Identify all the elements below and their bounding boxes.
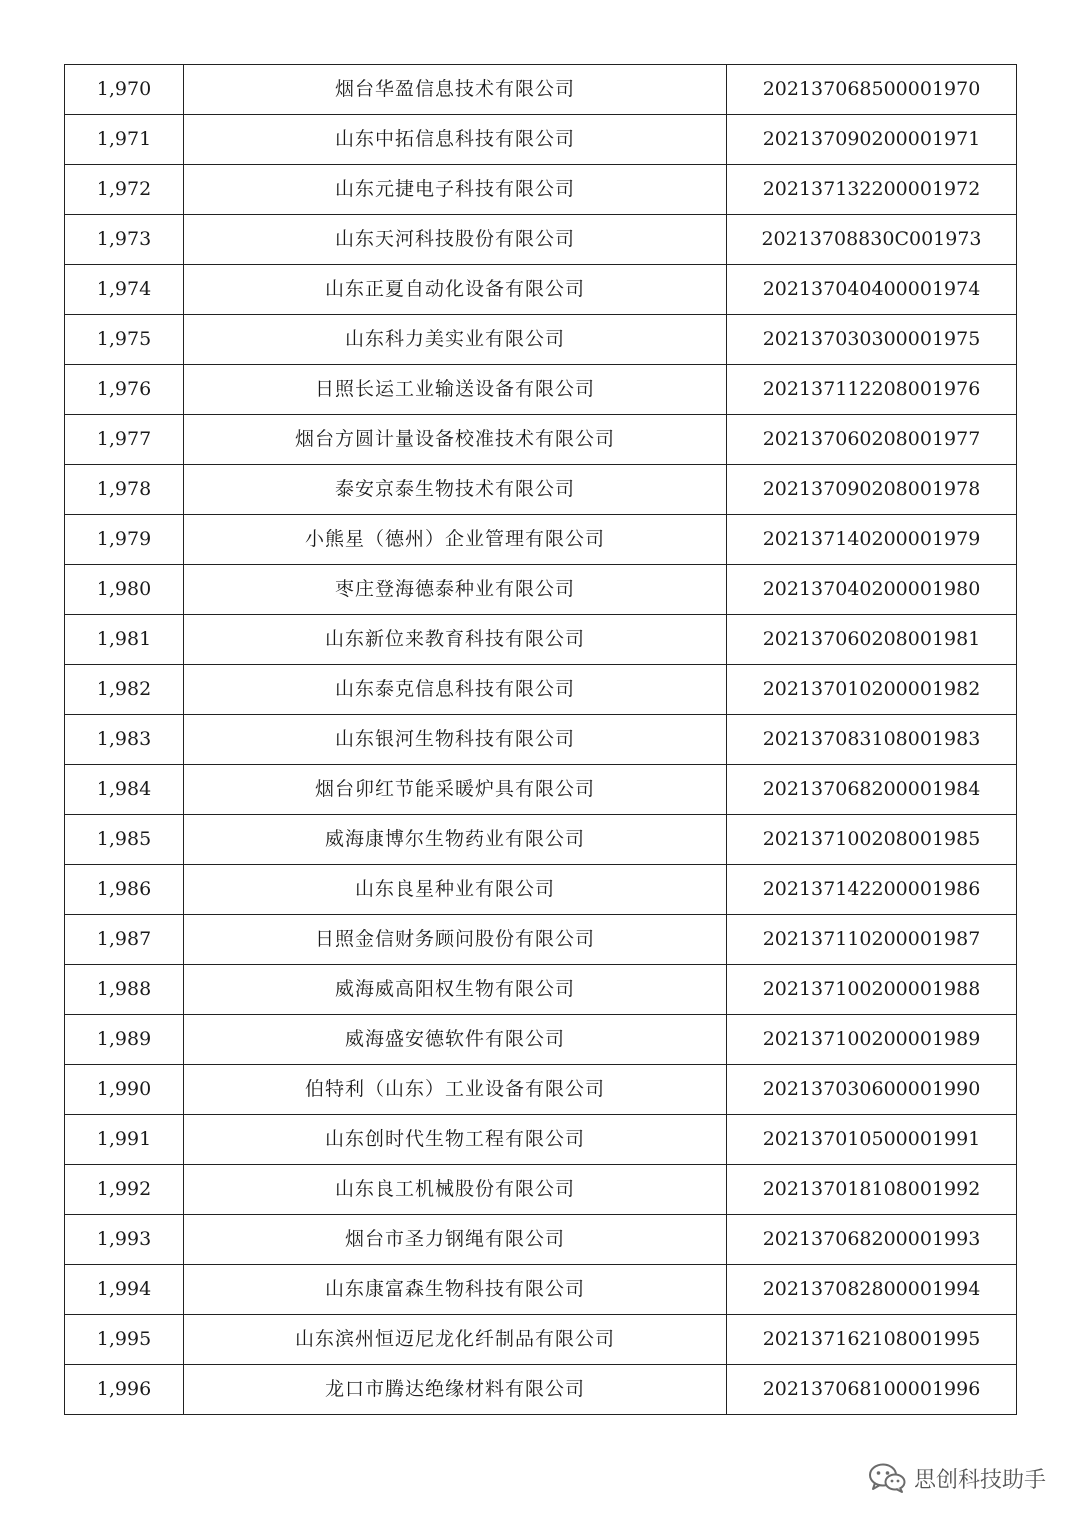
company-name-cell: 威海威高阳权生物有限公司 xyxy=(184,965,727,1015)
table-row xyxy=(65,665,1017,715)
row-index-cell: 1,973 xyxy=(65,215,184,265)
row-index-cell: 1,984 xyxy=(65,765,184,815)
table-row xyxy=(65,765,1017,815)
registration-code-cell: 202137030600001990 xyxy=(727,1065,1017,1115)
registration-code-cell: 202137112208001976 xyxy=(727,365,1017,415)
table-row xyxy=(65,1065,1017,1115)
table-row xyxy=(65,1015,1017,1065)
registration-code-cell: 202137040400001974 xyxy=(727,265,1017,315)
table-row xyxy=(65,1315,1017,1365)
registration-code-cell: 202137018108001992 xyxy=(727,1165,1017,1215)
registration-code-cell: 202137082800001994 xyxy=(727,1265,1017,1315)
registration-code-cell: 202137068200001984 xyxy=(727,765,1017,815)
row-index-cell: 1,994 xyxy=(65,1265,184,1315)
company-name-cell: 山东滨州恒迈尼龙化纤制品有限公司 xyxy=(184,1315,727,1365)
row-index-cell: 1,996 xyxy=(65,1365,184,1415)
registration-code-cell: 202137068100001996 xyxy=(727,1365,1017,1415)
registration-code-cell: 202137083108001983 xyxy=(727,715,1017,765)
row-index-cell: 1,975 xyxy=(65,315,184,365)
row-index-cell: 1,991 xyxy=(65,1115,184,1165)
company-name-cell: 山东良星种业有限公司 xyxy=(184,865,727,915)
company-table xyxy=(64,64,1017,1415)
company-name-cell: 山东创时代生物工程有限公司 xyxy=(184,1115,727,1165)
row-index-cell: 1,990 xyxy=(65,1065,184,1115)
company-table-body xyxy=(65,65,1017,1415)
row-index-cell: 1,993 xyxy=(65,1215,184,1265)
table-row xyxy=(65,865,1017,915)
table-row xyxy=(65,815,1017,865)
row-index-cell: 1,979 xyxy=(65,515,184,565)
row-index-cell: 1,980 xyxy=(65,565,184,615)
table-row xyxy=(65,915,1017,965)
table-row xyxy=(65,615,1017,665)
row-index-cell: 1,976 xyxy=(65,365,184,415)
row-index-cell: 1,988 xyxy=(65,965,184,1015)
row-index-cell: 1,983 xyxy=(65,715,184,765)
table-row xyxy=(65,1265,1017,1315)
registration-code-cell: 202137060208001977 xyxy=(727,415,1017,465)
registration-code-cell: 202137068500001970 xyxy=(727,65,1017,115)
registration-code-cell: 202137110200001987 xyxy=(727,915,1017,965)
table-row xyxy=(65,965,1017,1015)
row-index-cell: 1,972 xyxy=(65,165,184,215)
row-index-cell: 1,995 xyxy=(65,1315,184,1365)
company-name-cell: 烟台卯红节能采暖炉具有限公司 xyxy=(184,765,727,815)
table-row xyxy=(65,415,1017,465)
row-index-cell: 1,978 xyxy=(65,465,184,515)
table-row xyxy=(65,115,1017,165)
wechat-icon xyxy=(868,1462,906,1494)
watermark-text: 思创科技助手 xyxy=(913,1467,1046,1493)
registration-code-cell: 202137100200001988 xyxy=(727,965,1017,1015)
company-name-cell: 枣庄登海德泰种业有限公司 xyxy=(184,565,727,615)
row-index-cell: 1,992 xyxy=(65,1165,184,1215)
row-index-cell: 1,989 xyxy=(65,1015,184,1065)
company-name-cell: 日照长运工业输送设备有限公司 xyxy=(184,365,727,415)
row-index-cell: 1,981 xyxy=(65,615,184,665)
company-name-cell: 山东新位来教育科技有限公司 xyxy=(184,615,727,665)
company-name-cell: 威海康博尔生物药业有限公司 xyxy=(184,815,727,865)
table-row xyxy=(65,215,1017,265)
table-row xyxy=(65,1215,1017,1265)
registration-code-cell: 20213708830C001973 xyxy=(727,215,1017,265)
company-name-cell: 烟台市圣力钢绳有限公司 xyxy=(184,1215,727,1265)
table-row xyxy=(65,65,1017,115)
registration-code-cell: 202137030300001975 xyxy=(727,315,1017,365)
company-name-cell: 小熊星（德州）企业管理有限公司 xyxy=(184,515,727,565)
row-index-cell: 1,982 xyxy=(65,665,184,715)
company-name-cell: 泰安京泰生物技术有限公司 xyxy=(184,465,727,515)
table-row xyxy=(65,715,1017,765)
registration-code-cell: 202137142200001986 xyxy=(727,865,1017,915)
table-row xyxy=(65,465,1017,515)
company-name-cell: 山东正夏自动化设备有限公司 xyxy=(184,265,727,315)
company-name-cell: 山东泰克信息科技有限公司 xyxy=(184,665,727,715)
table-row xyxy=(65,1115,1017,1165)
registration-code-cell: 202137090208001978 xyxy=(727,465,1017,515)
table-row xyxy=(65,1365,1017,1415)
company-name-cell: 山东科力美实业有限公司 xyxy=(184,315,727,365)
table-row xyxy=(65,265,1017,315)
registration-code-cell: 202137100208001985 xyxy=(727,815,1017,865)
row-index-cell: 1,977 xyxy=(65,415,184,465)
table-row xyxy=(65,165,1017,215)
watermark xyxy=(868,1458,1046,1498)
company-name-cell: 山东银河生物科技有限公司 xyxy=(184,715,727,765)
registration-code-cell: 202137060208001981 xyxy=(727,615,1017,665)
registration-code-cell: 202137162108001995 xyxy=(727,1315,1017,1365)
company-name-cell: 山东中拓信息科技有限公司 xyxy=(184,115,727,165)
row-index-cell: 1,974 xyxy=(65,265,184,315)
registration-code-cell: 202137068200001993 xyxy=(727,1215,1017,1265)
table-row xyxy=(65,515,1017,565)
company-name-cell: 山东康富森生物科技有限公司 xyxy=(184,1265,727,1315)
registration-code-cell: 202137010500001991 xyxy=(727,1115,1017,1165)
company-name-cell: 伯特利（山东）工业设备有限公司 xyxy=(184,1065,727,1115)
company-name-cell: 龙口市腾达绝缘材料有限公司 xyxy=(184,1365,727,1415)
company-name-cell: 烟台华盈信息技术有限公司 xyxy=(184,65,727,115)
company-name-cell: 威海盛安德软件有限公司 xyxy=(184,1015,727,1065)
company-name-cell: 山东天河科技股份有限公司 xyxy=(184,215,727,265)
registration-code-cell: 202137090200001971 xyxy=(727,115,1017,165)
registration-code-cell: 202137040200001980 xyxy=(727,565,1017,615)
company-name-cell: 日照金信财务顾问股份有限公司 xyxy=(184,915,727,965)
registration-code-cell: 202137132200001972 xyxy=(727,165,1017,215)
table-row xyxy=(65,1165,1017,1215)
registration-code-cell: 202137100200001989 xyxy=(727,1015,1017,1065)
table-row xyxy=(65,565,1017,615)
registration-code-cell: 202137010200001982 xyxy=(727,665,1017,715)
company-name-cell: 山东良工机械股份有限公司 xyxy=(184,1165,727,1215)
table-row xyxy=(65,365,1017,415)
row-index-cell: 1,985 xyxy=(65,815,184,865)
registration-code-cell: 202137140200001979 xyxy=(727,515,1017,565)
row-index-cell: 1,971 xyxy=(65,115,184,165)
row-index-cell: 1,986 xyxy=(65,865,184,915)
row-index-cell: 1,970 xyxy=(65,65,184,115)
row-index-cell: 1,987 xyxy=(65,915,184,965)
company-name-cell: 山东元捷电子科技有限公司 xyxy=(184,165,727,215)
company-name-cell: 烟台方圆计量设备校准技术有限公司 xyxy=(184,415,727,465)
table-row xyxy=(65,315,1017,365)
